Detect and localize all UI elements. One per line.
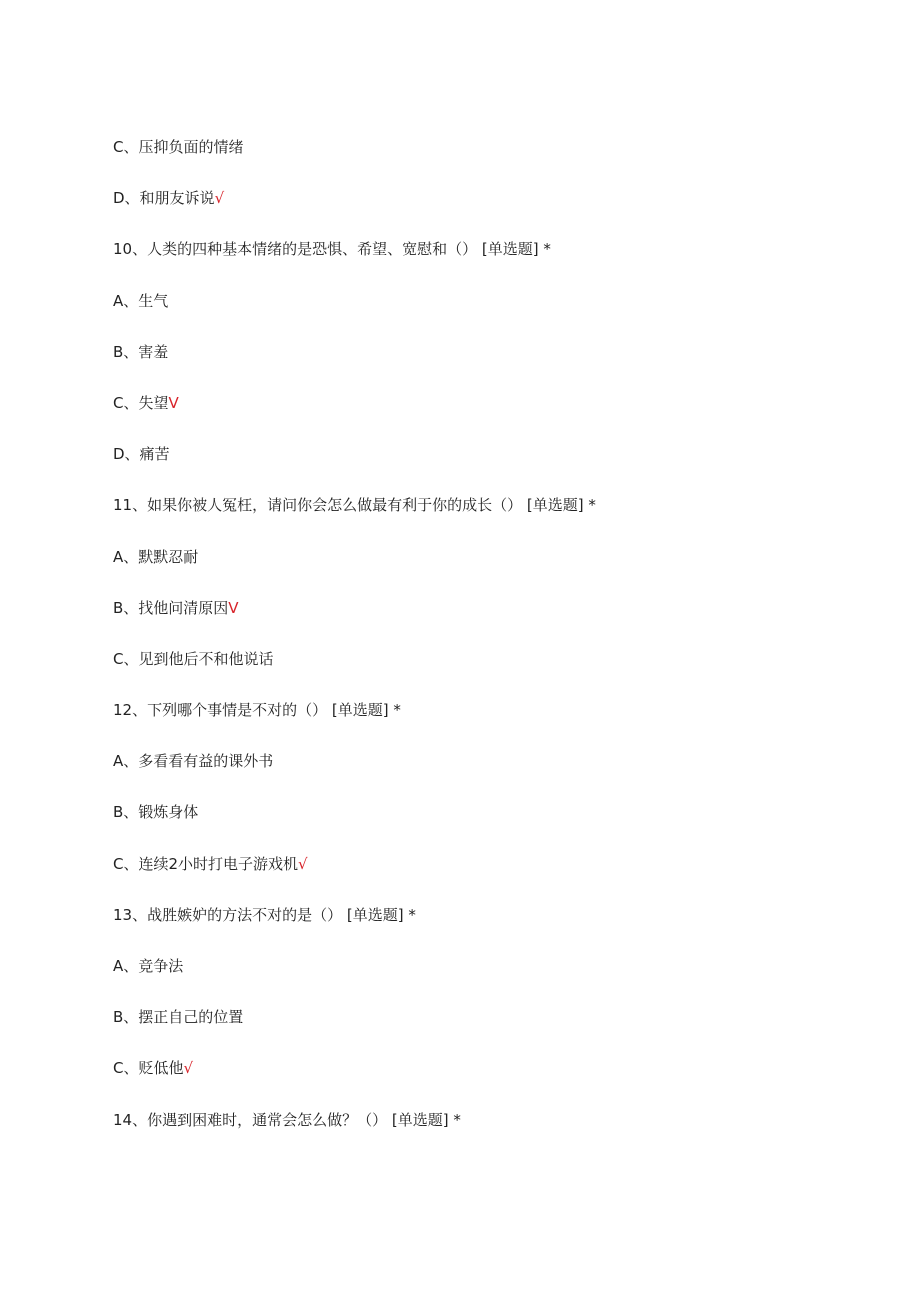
line-text: D、和朋友诉说 [113,189,215,208]
line-text: 14、你遇到困难时，通常会怎么做？（） [单选题] * [113,1110,461,1129]
line-text: 11、如果你被人冤枉，请问你会怎么做最有利于你的成长（） [单选题] * [113,496,596,515]
line-text: D、痛苦 [113,445,170,464]
option-line [113,545,873,596]
questionnaire-document [113,135,873,1159]
option-line [113,954,873,1005]
option-line [113,186,873,237]
answer-mark: V [168,393,179,412]
line-text: A、多看看有益的课外书 [113,752,274,771]
answer-mark: √ [183,1059,194,1078]
question-line [113,493,873,544]
line-text: B、害羞 [113,342,169,361]
line-text: A、竞争法 [113,957,184,975]
line-text: C、见到他后不和他说话 [113,649,274,668]
question-line [113,237,873,288]
line-text: B、锻炼身体 [113,803,199,822]
answer-mark: √ [298,854,308,873]
option-line [113,749,873,800]
option-line [113,1056,873,1107]
line-text: A、生气 [113,291,169,310]
line-text: 12、下列哪个事情是不对的（） [单选题] * [113,701,401,720]
answer-mark: V [228,598,239,617]
option-line [113,647,873,698]
line-text: B、找他问清原因 [113,598,229,617]
answer-mark: √ [214,189,225,208]
option-line [113,1005,873,1056]
line-text: C、连续2小时打电子游戏机 [113,854,299,873]
option-line [113,596,873,647]
option-line [113,800,873,851]
line-text: C、失望 [113,393,169,412]
line-text: 13、战胜嫉妒的方法不对的是（） [单选题] * [113,905,416,924]
option-line [113,135,873,186]
option-line [113,442,873,493]
question-line [113,1108,873,1159]
question-line [113,698,873,749]
line-text: 10、人类的四种基本情绪的是恐惧、希望、宽慰和（） [单选题] * [113,240,551,259]
line-text: C、压抑负面的情绪 [113,138,244,156]
line-text: A、默默忍耐 [113,547,199,566]
option-line [113,391,873,442]
option-line [113,289,873,340]
line-text: C、贬低他 [113,1059,184,1078]
option-line [113,340,873,391]
line-text: B、摆正自己的位置 [113,1008,244,1027]
option-line [113,852,873,903]
question-line [113,903,873,954]
